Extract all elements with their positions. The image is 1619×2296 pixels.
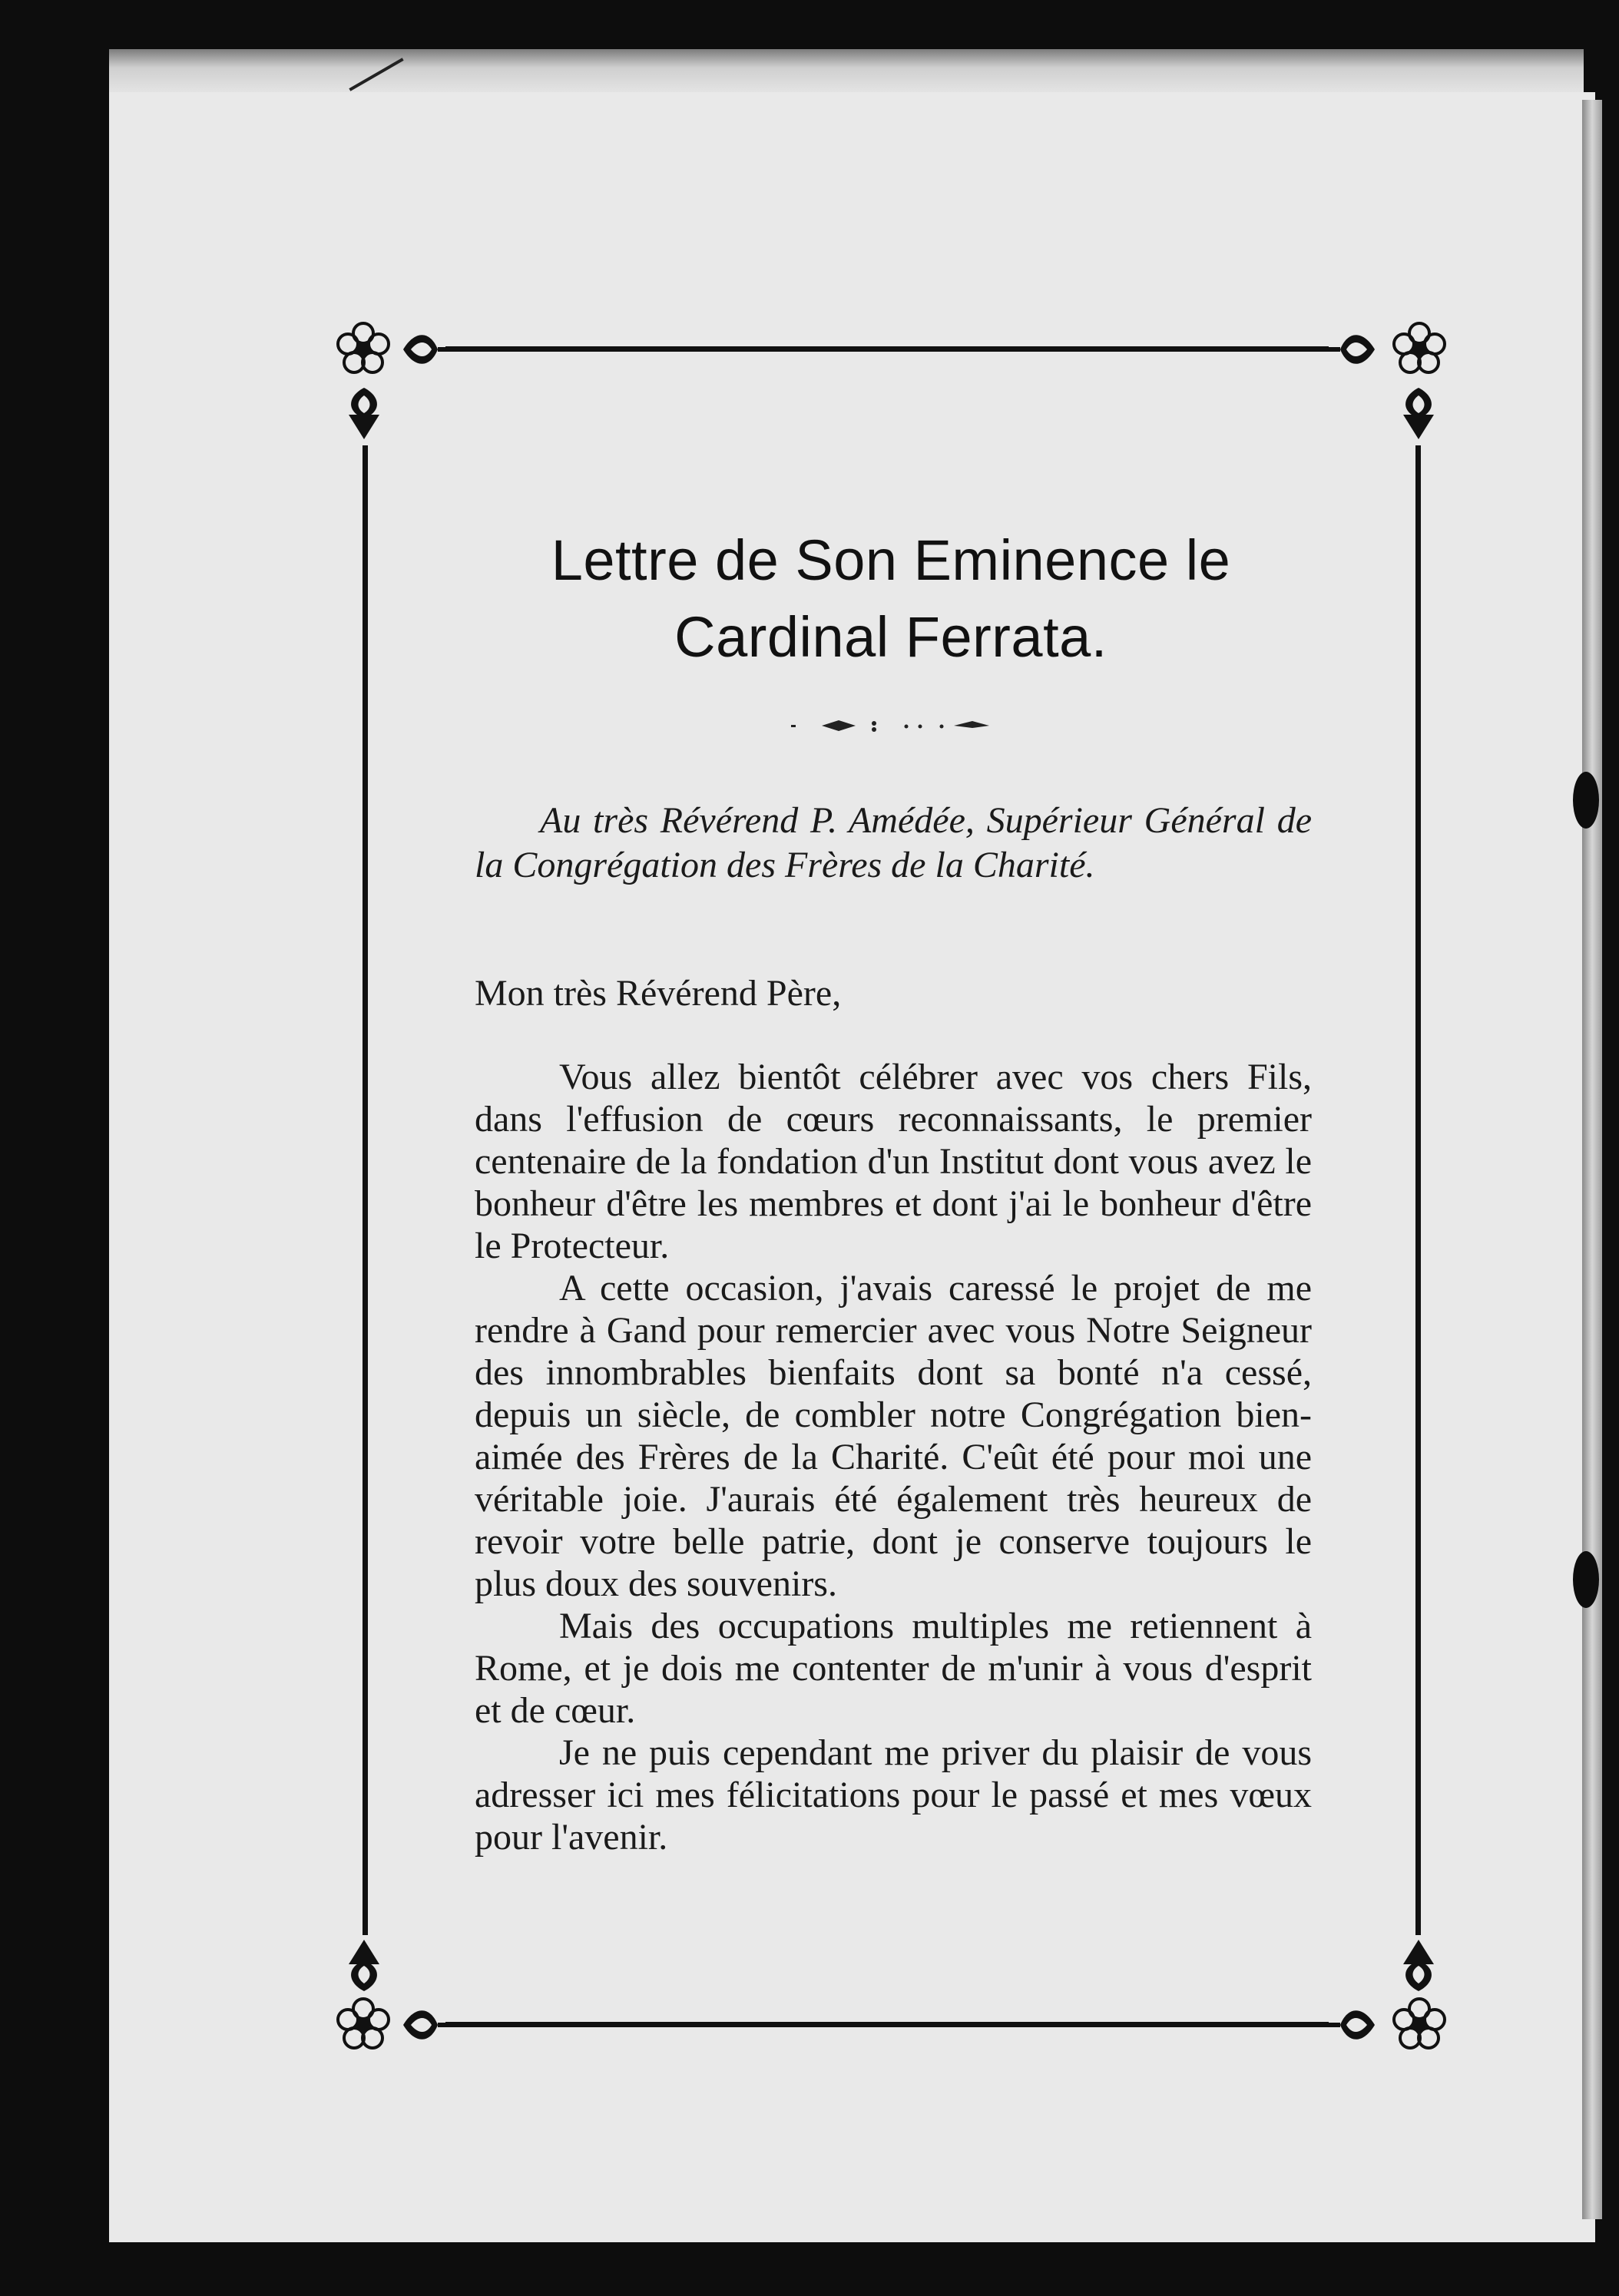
border-right-line: [1415, 445, 1421, 1935]
decorative-divider: [791, 714, 991, 737]
page-right-edge: [1582, 100, 1602, 2219]
title-line-2: Cardinal Ferrata.: [674, 605, 1107, 669]
rosette-ornament-top-right: [1392, 321, 1447, 376]
fleuron-ornament-bottom-left-up: [341, 1934, 387, 1995]
page-top-edge: [109, 49, 1584, 95]
fleuron-ornament-top-right-down: [1396, 384, 1442, 445]
fleuron-ornament-top-left-down: [341, 384, 387, 445]
letter-title: [430, 522, 1352, 676]
fleuron-ornament-bottom-left-side: [399, 2002, 453, 2048]
binding-hole-bottom: [1573, 1551, 1599, 1608]
body-paragraph: A cette occasion, j'avais caressé le projet de me rendre à Gand pour remercier avec vous Notre Seigneur des innombrables bienfaits dont sa bonté n'a cessé, depuis un siècle, de combler notre Congrégation bien-aimée des Frères de la Charité. C'eût été pour moi une véritable joie. J'aurais été également très heureux de revoir votre belle patrie, dont je conserve toujours le plus doux des souvenirs.: [475, 1268, 1312, 1604]
rosette-ornament-top-left: [336, 321, 391, 376]
fleuron-ornament-bottom-right-side: [1325, 2002, 1379, 2048]
letter-salutation: Mon très Révérend Père,: [475, 973, 842, 1014]
border-left-line: [363, 445, 368, 1935]
fleuron-ornament-bottom-right-up: [1396, 1934, 1442, 1995]
rosette-ornament-bottom-left: [336, 1997, 391, 2052]
binding-hole-top: [1573, 772, 1599, 829]
title-line-1: Lettre de Son Eminence le: [551, 528, 1231, 592]
body-paragraph: Je ne puis cependant me priver du plaisir de vous adresser ici mes félicitations pour le passé et mes vœux pour l'avenir.: [475, 1732, 1312, 1858]
fleuron-ornament-top-right-side: [1325, 326, 1379, 372]
fleuron-ornament-top-left-side: [399, 326, 453, 372]
body-paragraph: Vous allez bientôt célébrer avec vos chers Fils, dans l'effusion de cœurs reconnaissants, le premier centenaire de la fondation d'un Institut dont vous avez le bonheur d'être les membres et dont j'ai le bonheur d'être le Protecteur.: [475, 1057, 1312, 1266]
border-bottom-line: [445, 2022, 1329, 2027]
rosette-ornament-bottom-right: [1392, 1997, 1447, 2052]
letter-body: [475, 1056, 1312, 1858]
border-top-line: [445, 346, 1329, 352]
letter-addressee: Au très Révérend P. Amédée, Supérieur Général de la Congrégation des Frères de la Charité.: [475, 800, 1312, 885]
body-paragraph: Mais des occupations multiples me retiennent à Rome, et je dois me contenter de m'unir à vous d'esprit et de cœur.: [475, 1606, 1312, 1731]
